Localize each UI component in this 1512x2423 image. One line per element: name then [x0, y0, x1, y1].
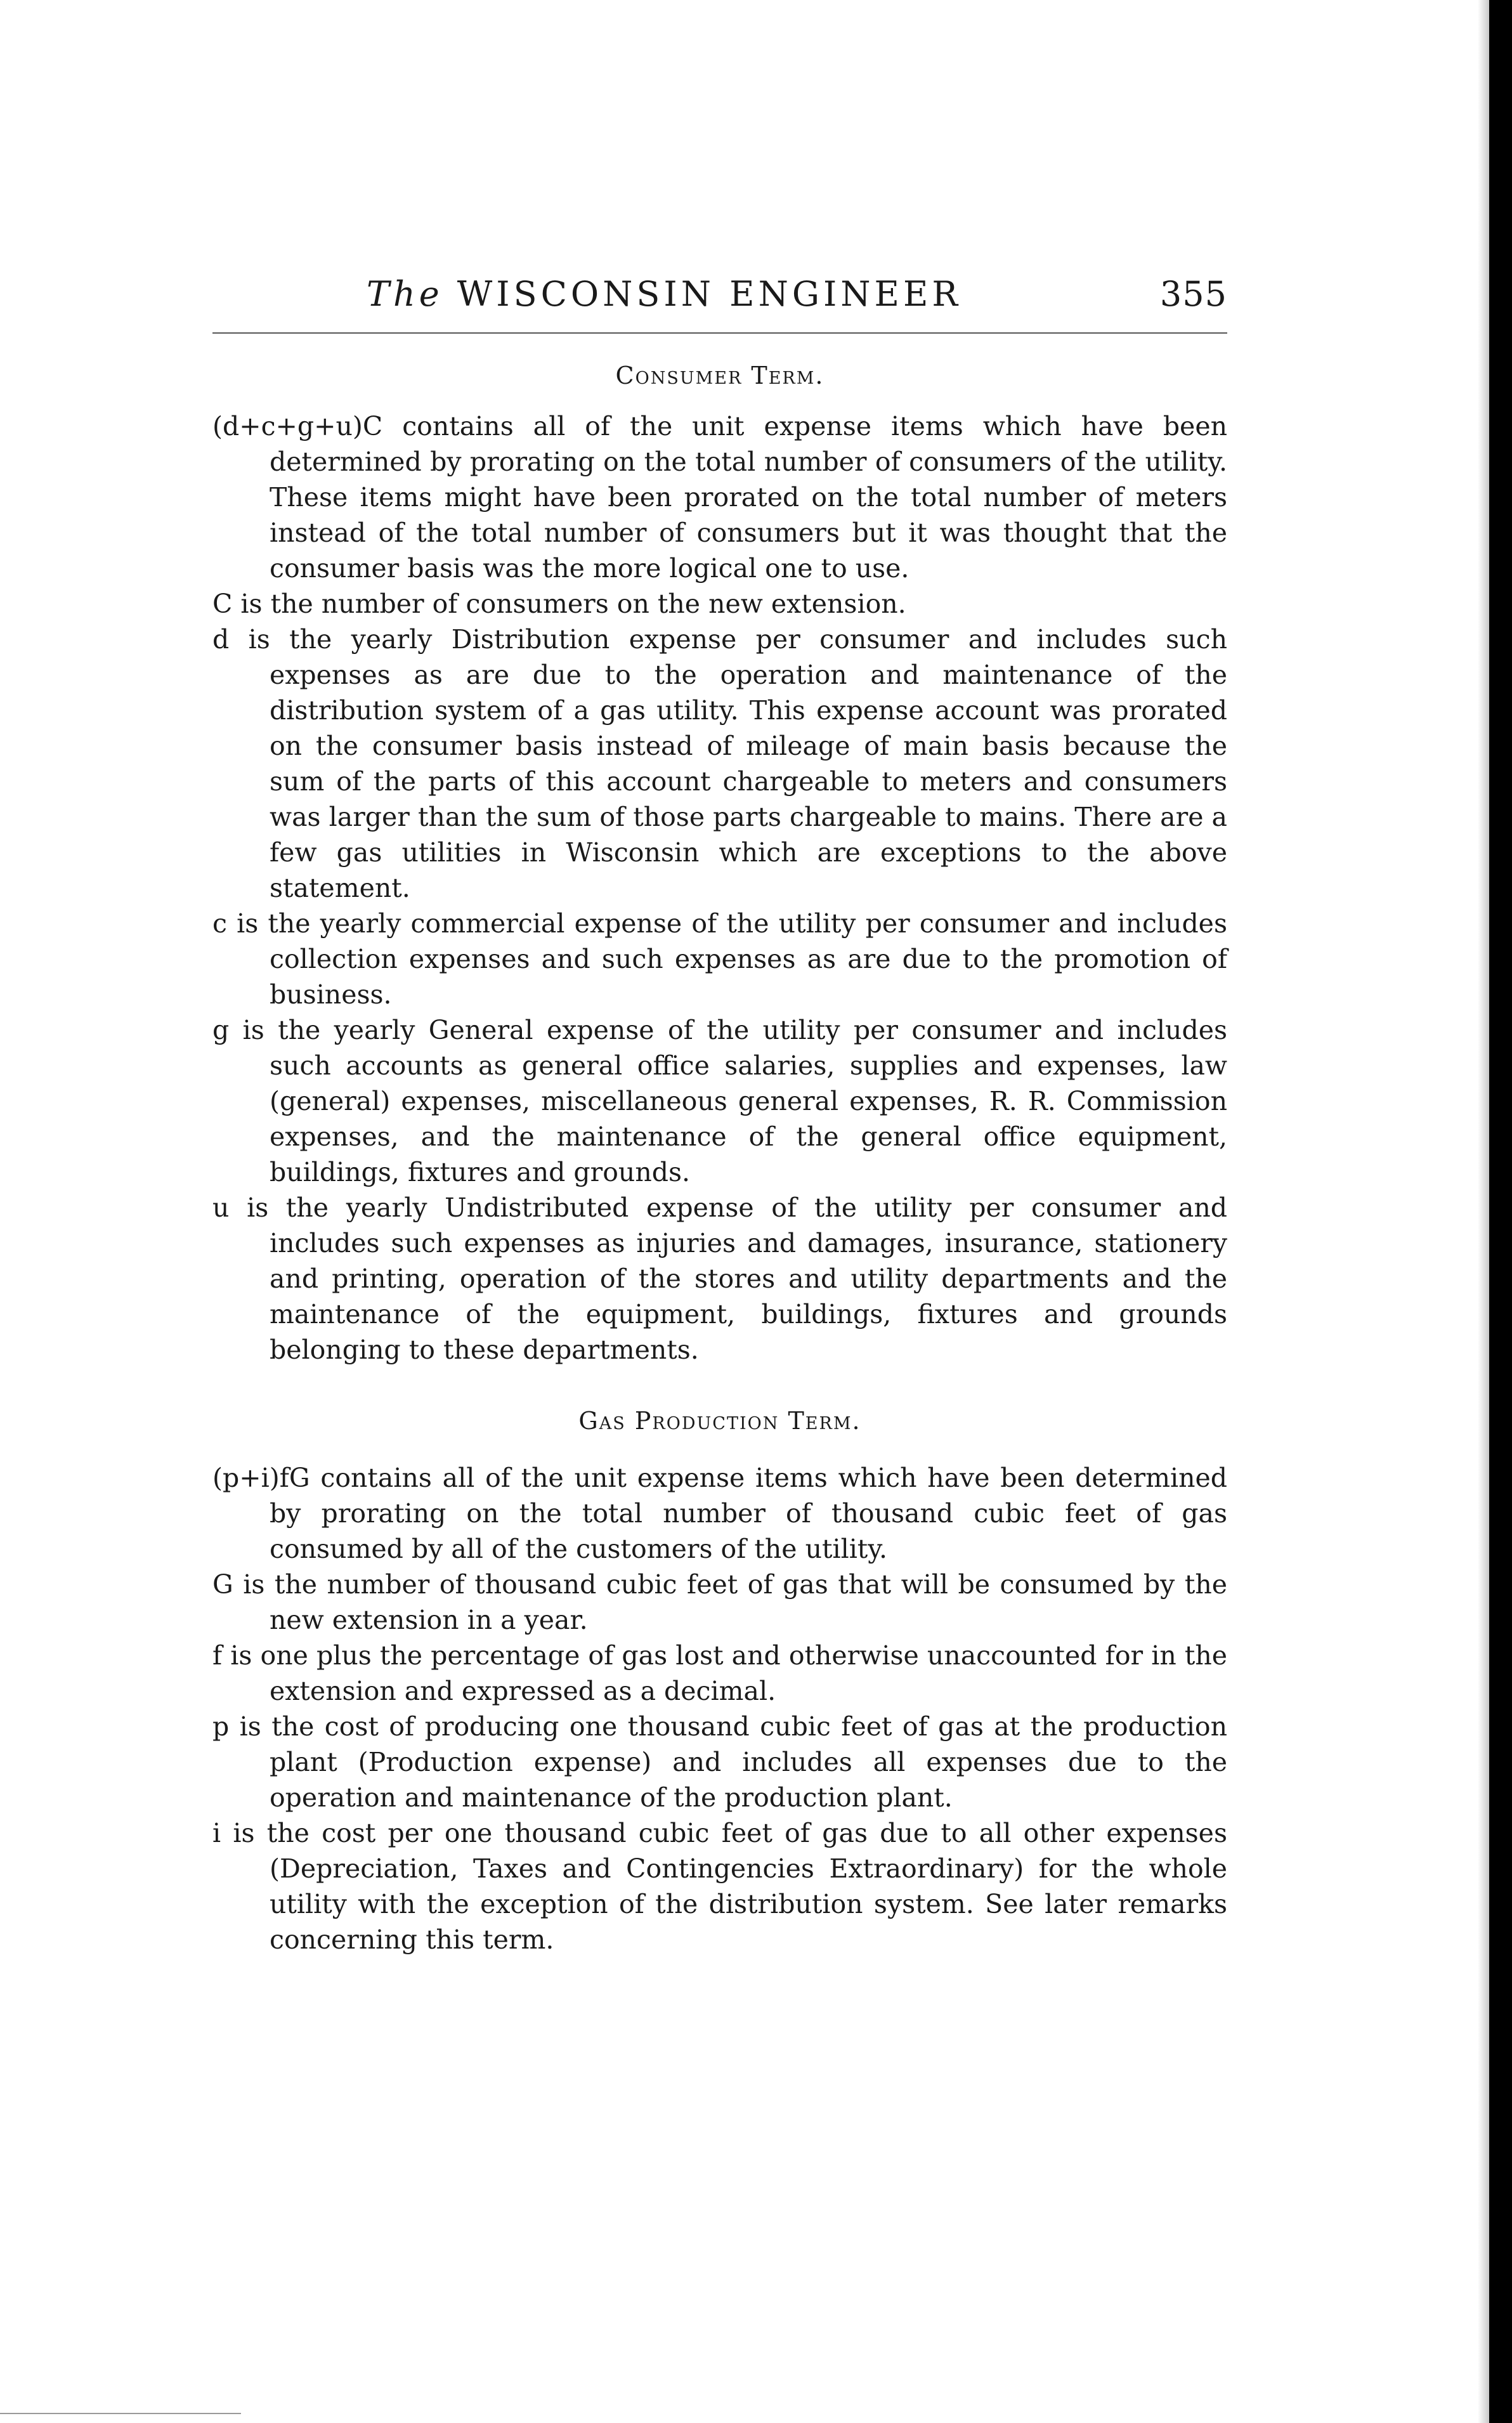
section-heading-gas-production: Gas Production Term.	[578, 1407, 861, 1435]
definition-paragraph: C is the number of consumers on the new extension.	[212, 589, 906, 619]
definition-paragraph: d is the yearly Distribution expense per consumer and includes such expenses as are due to the operation and maintenance of the distribution system of a gas utility. This expense account was prorated on the consumer basis instead of mileage of main basis because the sum of the parts of this account chargeable to meters and consumers was larger than the sum of those parts chargeable to mains. There are a few gas utilities in Wisconsin which are exceptions to the above statement.	[212, 624, 1227, 903]
scan-border	[1489, 0, 1512, 2423]
running-head	[212, 266, 1227, 330]
definition-paragraph: c is the yearly commercial expense of the utility per consumer and includes collection expenses and such expenses as are due to the promotion of business.	[212, 908, 1227, 1010]
definition-paragraph: u is the yearly Undistributed expense of the utility per consumer and includes such expenses as injuries and damages, insurance, stationery and printing, operation of the stores and utility departments and the maintenance of the equipment, buildings, fixtures and grounds belonging to these departments.	[212, 1192, 1227, 1365]
page-edge-shadow	[1478, 0, 1489, 2423]
journal-title-article: The	[367, 274, 443, 314]
definition-paragraph: f is one plus the percentage of gas lost and otherwise unaccounted for in the extension and expressed as a decimal.	[212, 1640, 1227, 1706]
journal-title	[367, 274, 961, 314]
definition-paragraph: g is the yearly General expense of the utility per consumer and includes such accounts as general office salaries, supplies and expenses, law (general) expenses, miscellaneous general expenses, R. R. Commission expenses, and the maintenance of the general office equipment, buildings, fixtures and grounds.	[212, 1015, 1227, 1187]
journal-title-name: WISCONSIN ENGINEER	[457, 274, 962, 314]
section-heading-consumer: Consumer Term.	[615, 362, 824, 389]
definition-paragraph: G is the number of thousand cubic feet of gas that will be consumed by the new extension in a year.	[212, 1569, 1227, 1635]
page-number: 355	[1159, 274, 1227, 314]
definition-paragraph: (p+i)fG contains all of the unit expense items which have been determined by prorating on the total number of thousand cubic feet of gas consumed by all of the customers of the utility.	[212, 1463, 1227, 1564]
definition-paragraph: (d+c+g+u)C contains all of the unit expense items which have been determined by prorating on the total number of consumers of the utility. These items might have been prorated on the total number of meters instead of the total number of consumers but it was thought that the consumer basis was the more logical one to use.	[212, 411, 1227, 584]
page-content	[212, 266, 1227, 1957]
definition-paragraph: p is the cost of producing one thousand cubic feet of gas at the production plant (Production expense) and includes all expenses due to the operation and maintenance of the production plant.	[212, 1711, 1227, 1813]
definition-paragraph: i is the cost per one thousand cubic feet of gas due to all other expenses (Depreciation, Taxes and Contingencies Extraordinary) for the whole utility with the exception of the distribution system. See later remarks concerning this term.	[212, 1818, 1227, 1955]
scan-mark	[0, 2413, 241, 2414]
header-rule	[212, 332, 1227, 334]
